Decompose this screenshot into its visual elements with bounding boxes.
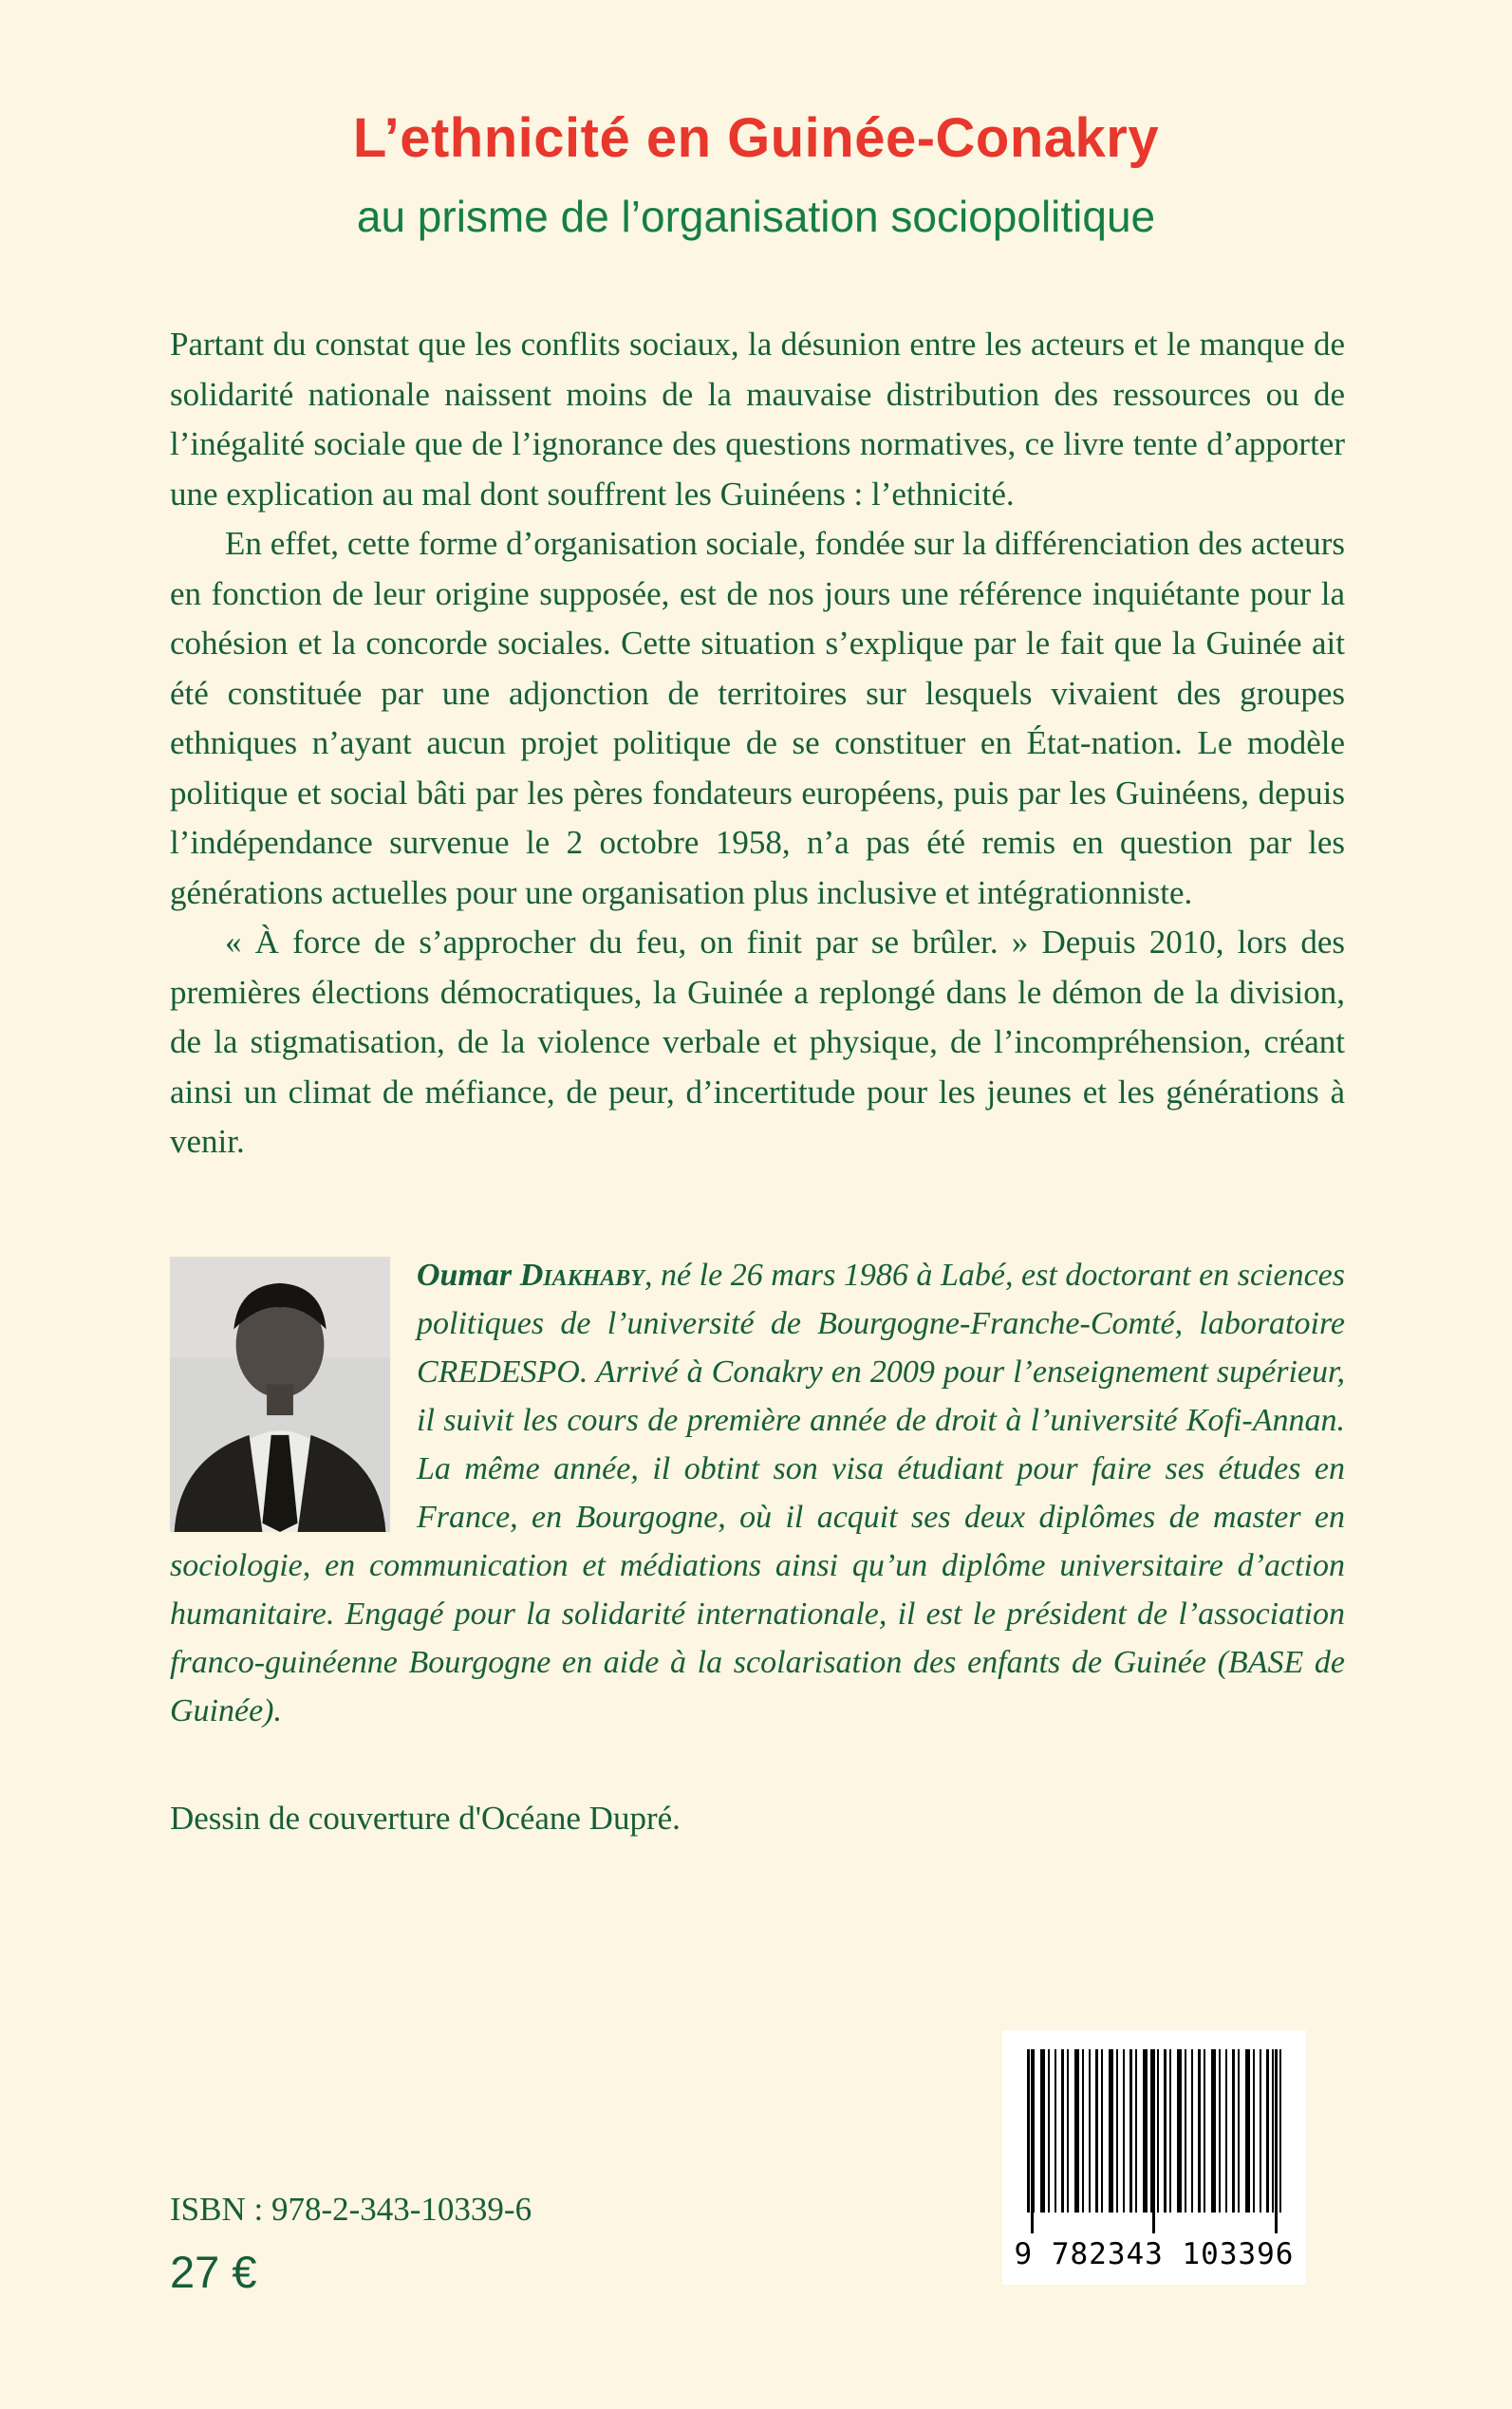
isbn-label: ISBN : 978-2-343-10339-6 <box>170 2191 532 2228</box>
barcode-guard <box>1152 2049 1155 2233</box>
book-title: L’ethnicité en Guinée-Conakry <box>352 107 1160 169</box>
author-bio <box>170 1251 1345 1735</box>
cover-credit: Dessin de couverture d'Océane Dupré. <box>170 1799 681 1837</box>
synopsis-paragraph: « À force de s’approcher du feu, on finit par se brûler. » Depuis 2010, lors des premières élections démocratiques, la Guinée a replongé dans le démon de la division, de la stigmatisation, de la violence verbale et physique, de l’incompréhension, créant ainsi un climat de méfiance, de peur, d’incertitude pour les jeunes et les générations à venir. <box>170 924 1345 1160</box>
author-photo <box>170 1257 390 1532</box>
barcode-guard <box>1031 2049 1034 2233</box>
title-block <box>0 0 1512 242</box>
author-first-name: Oumar <box>417 1257 520 1293</box>
synopsis-paragraph: En effet, cette forme d’organisation sociale, fondée sur la différenciation des acteurs en fonction de leur origine supposée, est de nos jours une référence inquiétante pour la cohésion et la concorde sociales. Cette situation s’explique par le fait que la Guinée ait été constituée par une adjonction de territoires sur lesquels vivaient des groupes ethniques n’ayant aucun projet politique de se constituer en État-nation. Le modèle politique et social bâti par les pères fondateurs européens, puis par les Guinéens, depuis l’indépendance survenue le 2 octobre 1958, n’a pas été remis en question par les générations actuelles pour une organisation plus inclusive et intégrationniste. <box>170 525 1345 911</box>
book-subtitle: au prisme de l’organisation sociopolitique <box>356 192 1156 241</box>
synopsis-paragraph: Partant du constat que les conflits sociaux, la désunion entre les acteurs et le manque de solidarité nationale naissent moins de la mauvaise distribution des ressources ou de l’inégalité sociale que de l’ignorance des questions normatives, ce livre tente d’apporter une explication au mal dont souffrent les Guinéens : l’ethnicité. <box>170 326 1345 513</box>
barcode <box>1002 2030 1306 2285</box>
barcode-guard <box>1275 2049 1278 2233</box>
author-last-name: Diakhaby <box>519 1257 644 1293</box>
synopsis <box>170 320 1345 1167</box>
author-bio-body: , né le 26 mars 1986 à Labé, est doctorant en sciences politiques de l’université de Bourgogne-Franche-Comté, laboratoire CREDESPO. Arrivé à Conakry en 2009 pour l’enseignement supérieur, il suivit les cours de première année de droit à l’université Kofi-Annan. La même année, il obtint son visa étudiant pour faire ses études en France, en Bourgogne, où il acquit ses deux diplômes de master en sociologie, en communication et médiations ainsi qu’un diplôme universitaire d’action humanitaire. Engagé pour la solidarité internationale, il est le président de l’association franco-guinéenne Bourgogne en aide à la scolarisation des enfants de Guinée (BASE de Guinée). <box>170 1257 1346 1728</box>
barcode-digits: 9 782343 103396 <box>1014 2237 1295 2271</box>
price-label: 27 € <box>170 2247 257 2297</box>
